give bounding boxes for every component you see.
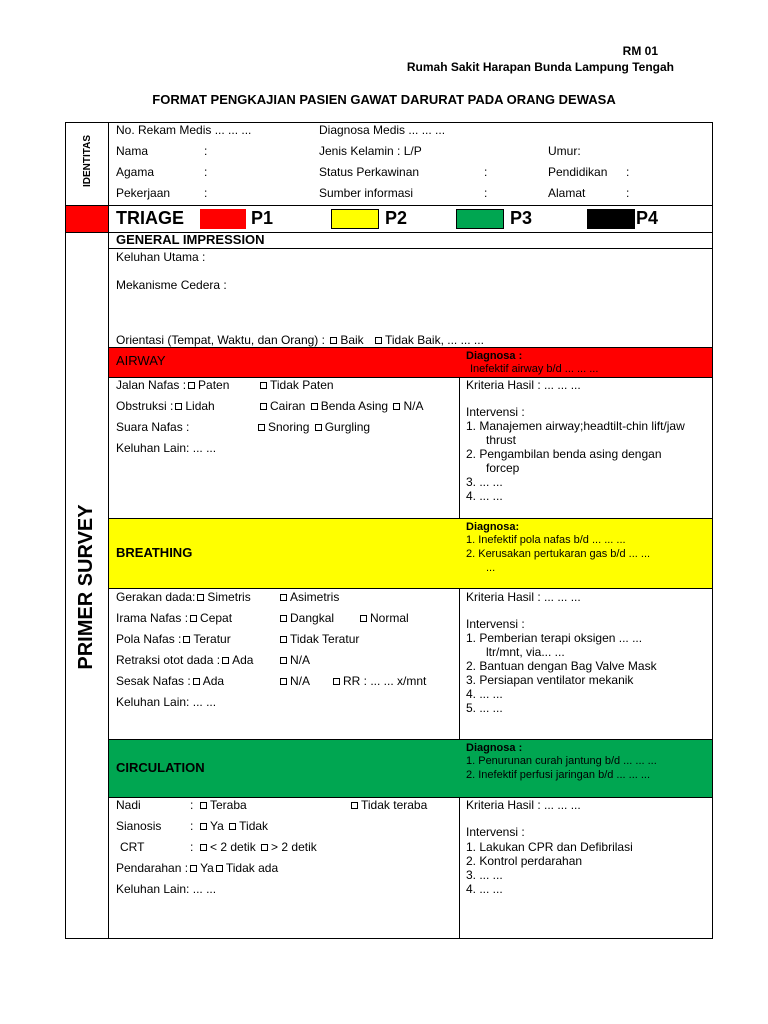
airway-intervensi-title: Intervensi : xyxy=(466,405,525,419)
obstruksi-label: Obstruksi : xyxy=(116,399,174,413)
retraksi-label: Retraksi otot dada : xyxy=(116,653,221,667)
tidak-teratur-label: Tidak Teratur xyxy=(290,632,360,646)
sesak-ada-label: Ada xyxy=(202,674,225,688)
tidak-paten-option xyxy=(258,378,334,392)
primer-survey-label: PRIMER SURVEY xyxy=(75,504,97,670)
sesak-na-checkbox[interactable] xyxy=(280,678,287,685)
dangkal-label: Dangkal xyxy=(290,611,335,625)
airway-diagnosa-1: Inefektif airway b/d ... ... ... xyxy=(470,363,599,375)
snoring-checkbox[interactable] xyxy=(258,424,265,431)
suara-nafas-label: Suara Nafas : xyxy=(116,420,190,434)
circulation-diagnosa-1: 1. Penurunan curah jantung b/d ... ... ... xyxy=(466,755,657,767)
general-impression-title: GENERAL IMPRESSION xyxy=(116,232,265,247)
rm-code: RM 01 xyxy=(622,44,658,58)
pendarahan-ya-label: Ya xyxy=(200,861,214,875)
pendarahan-row xyxy=(116,861,278,875)
crt-colon: : xyxy=(190,840,194,854)
breathing-bottom-line xyxy=(108,588,713,589)
nama-colon: : xyxy=(204,144,208,158)
status-colon: : xyxy=(484,165,488,179)
normal-label: Normal xyxy=(370,611,409,625)
benda-asing-checkbox[interactable] xyxy=(311,403,318,410)
keluhan-utama: Keluhan Utama : xyxy=(116,250,206,264)
triage-p1-label: P1 xyxy=(251,208,274,228)
tidak-ada-checkbox[interactable] xyxy=(216,865,223,872)
circulation-diagnosa-2: 2. Inefektif perfusi jaringan b/d ... ... ... xyxy=(466,769,651,781)
breathing-keluhan-lain: Keluhan Lain: ... ... xyxy=(116,695,217,709)
tidak-baik-checkbox[interactable] xyxy=(375,337,382,344)
tidak-teraba-label: Tidak teraba xyxy=(361,798,428,812)
sianosis-tidak-checkbox[interactable] xyxy=(229,823,236,830)
suara-nafas-options xyxy=(258,420,370,434)
sumber-colon: : xyxy=(484,186,488,200)
circulation-intervensi-3: 3. ... ... xyxy=(466,868,503,882)
diagnosa-medis: Diagnosa Medis ... ... ... xyxy=(319,123,446,137)
lidah-checkbox[interactable] xyxy=(175,403,182,410)
triage-p1-swatch xyxy=(200,209,246,229)
crt-gt2-checkbox[interactable] xyxy=(261,844,268,851)
triage-label: TRIAGE xyxy=(116,208,185,228)
sesak-na-label: N/A xyxy=(290,674,311,688)
sesak-nafas-row xyxy=(116,674,224,688)
breathing-intervensi-5: 5. ... ... xyxy=(466,701,503,715)
paten-label: Paten xyxy=(198,378,230,392)
gurgling-label: Gurgling xyxy=(324,420,371,434)
umur-label: Umur: xyxy=(548,144,581,158)
sumber-informasi: Sumber informasi xyxy=(319,186,414,200)
sianosis-ya-label: Ya xyxy=(210,819,224,833)
sianosis-tidak-label: Tidak xyxy=(239,819,269,833)
irama-nafas-label: Irama Nafas : xyxy=(116,611,189,625)
triage-p2-label: P2 xyxy=(385,208,408,228)
nadi-colon: : xyxy=(190,798,194,812)
asimetris-label: Asimetris xyxy=(290,590,340,604)
breathing-intervensi-3: 3. Persiapan ventilator mekanik xyxy=(466,673,634,687)
circulation-title: CIRCULATION xyxy=(116,760,205,775)
triage-p4-swatch xyxy=(587,209,635,229)
airway-top-line xyxy=(108,347,713,348)
tidak-paten-label: Tidak Paten xyxy=(270,378,334,392)
tidak-teraba-checkbox[interactable] xyxy=(351,802,358,809)
breathing-intervensi-1-cont: ltr/mnt, via... ... xyxy=(486,645,565,659)
obstruksi-row xyxy=(116,399,215,413)
asimetris-checkbox[interactable] xyxy=(280,594,287,601)
airway-intervensi-2: 2. Pengambilan benda asing dengan xyxy=(466,447,662,461)
crt-label: CRT xyxy=(120,840,145,854)
sianosis-colon: : xyxy=(190,819,194,833)
retraksi-ada-checkbox[interactable] xyxy=(222,657,229,664)
pola-nafas-row xyxy=(116,632,231,646)
airway-kriteria-hasil: Kriteria Hasil : ... ... ... xyxy=(466,378,581,392)
breathing-title: BREATHING xyxy=(116,545,193,560)
breathing-diagnosa-2-cont: ... xyxy=(486,562,496,574)
crt-lt2-checkbox[interactable] xyxy=(200,844,207,851)
na-label: N/A xyxy=(403,399,424,413)
pendarahan-label: Pendarahan : xyxy=(116,861,189,875)
retraksi-ada-label: Ada xyxy=(232,653,254,667)
airway-intervensi-1: 1. Manajemen airway;headtilt-chin lift/jaw xyxy=(466,419,685,433)
cepat-label: Cepat xyxy=(200,611,233,625)
jalan-nafas-row xyxy=(116,378,229,392)
diagnosis-column-divider xyxy=(459,347,460,939)
orientasi-label: Orientasi (Tempat, Waktu, dan Orang) : xyxy=(116,333,325,347)
triage-red-strip xyxy=(66,206,108,232)
tidak-paten-checkbox[interactable] xyxy=(260,382,267,389)
tidak-teratur-checkbox[interactable] xyxy=(280,636,287,643)
baik-checkbox[interactable] xyxy=(330,337,337,344)
crt-lt2-label: < 2 detik xyxy=(210,840,256,854)
sianosis-options xyxy=(198,819,268,833)
airway-diagnosa-title: Diagnosa : xyxy=(466,350,523,362)
gerakan-dada-label: Gerakan dada: xyxy=(116,590,196,604)
na-checkbox[interactable] xyxy=(393,403,400,410)
paten-checkbox[interactable] xyxy=(188,382,195,389)
breathing-diagnosa-2: 2. Kerusakan pertukaran gas b/d ... ... xyxy=(466,548,651,560)
normal-checkbox[interactable] xyxy=(360,615,367,622)
breathing-top-line xyxy=(108,518,713,519)
pendarahan-ya-checkbox[interactable] xyxy=(190,865,197,872)
agama-label: Agama xyxy=(116,165,155,179)
airway-intervensi-1-cont: thrust xyxy=(486,433,517,447)
pekerjaan-label: Pekerjaan xyxy=(116,186,171,200)
circulation-diagnosa-title: Diagnosa : xyxy=(466,742,523,754)
pendidikan-label: Pendidikan xyxy=(548,165,608,179)
breathing-kriteria-hasil: Kriteria Hasil : ... ... ... xyxy=(466,590,581,604)
retraksi-na-label: N/A xyxy=(290,653,311,667)
airway-intervensi-3: 3. ... ... xyxy=(466,475,503,489)
triage-p4-label: P4 xyxy=(636,208,659,228)
triage-p3-swatch xyxy=(456,209,504,229)
triage-p3-label: P3 xyxy=(510,208,533,228)
lidah-label: Lidah xyxy=(185,399,215,413)
simetris-label: Simetris xyxy=(207,590,251,604)
pekerjaan-colon: : xyxy=(204,186,208,200)
airway-keluhan-lain: Keluhan Lain: ... ... xyxy=(116,441,217,455)
identitas-bottom-line xyxy=(65,205,713,206)
pendidikan-colon: : xyxy=(626,165,630,179)
circulation-top-line xyxy=(108,739,713,740)
identitas-label: IDENTITAS xyxy=(82,134,93,188)
irama-nafas-row xyxy=(116,611,232,625)
teraba-option xyxy=(198,798,247,812)
breathing-diagnosa-title: Diagnosa: xyxy=(466,521,520,533)
pola-nafas-label: Pola Nafas : xyxy=(116,632,182,646)
airway-intervensi-2-cont: forcep xyxy=(486,461,520,475)
breathing-intervensi-2: 2. Bantuan dengan Bag Valve Mask xyxy=(466,659,657,673)
airway-header-bar xyxy=(109,347,712,377)
breathing-intervensi-title: Intervensi : xyxy=(466,617,525,631)
sesak-ada-checkbox[interactable] xyxy=(193,678,200,685)
rr-option xyxy=(331,674,426,688)
sesak-na-option xyxy=(278,674,310,688)
crt-options xyxy=(198,840,317,854)
teraba-checkbox[interactable] xyxy=(200,802,207,809)
teratur-checkbox[interactable] xyxy=(183,636,190,643)
asimetris-option xyxy=(278,590,339,604)
snoring-label: Snoring xyxy=(268,420,310,434)
sesak-nafas-label: Sesak Nafas : xyxy=(116,674,191,688)
rr-checkbox[interactable] xyxy=(333,678,340,685)
gerakan-dada-row xyxy=(116,590,251,604)
circulation-intervensi-2: 2. Kontrol perdarahan xyxy=(466,854,583,868)
obstruksi-options xyxy=(258,399,423,413)
tidak-baik-label: Tidak Baik, ... ... ... xyxy=(385,333,484,347)
jalan-nafas-label: Jalan Nafas : xyxy=(116,378,187,392)
retraksi-na-checkbox[interactable] xyxy=(280,657,287,664)
teratur-label: Teratur xyxy=(193,632,231,646)
retraksi-na-option xyxy=(278,653,310,667)
teraba-label: Teraba xyxy=(210,798,247,812)
alamat-label: Alamat xyxy=(548,186,586,200)
airway-title: AIRWAY xyxy=(116,353,166,368)
gurgling-checkbox[interactable] xyxy=(315,424,322,431)
benda-asing-label: Benda Asing xyxy=(320,399,389,413)
retraksi-row xyxy=(116,653,253,667)
alamat-colon: : xyxy=(626,186,630,200)
status-perkawinan: Status Perkawinan xyxy=(319,165,420,179)
hospital-name: Rumah Sakit Harapan Bunda Lampung Tengah xyxy=(406,60,674,74)
tidak-teraba-option xyxy=(349,798,427,812)
normal-option xyxy=(358,611,409,625)
nadi-label: Nadi xyxy=(116,798,141,812)
circulation-intervensi-title: Intervensi : xyxy=(466,825,525,839)
airway-intervensi-4: 4. ... ... xyxy=(466,489,503,503)
orientasi-row xyxy=(116,333,484,347)
dangkal-checkbox[interactable] xyxy=(280,615,287,622)
no-rekam-medis: No. Rekam Medis ... ... ... xyxy=(116,123,252,137)
jenis-kelamin: Jenis Kelamin : L/P xyxy=(319,144,422,158)
agama-colon: : xyxy=(204,165,208,179)
sianosis-label: Sianosis xyxy=(116,819,162,833)
breathing-intervensi-4: 4. ... ... xyxy=(466,687,503,701)
circulation-intervensi-4: 4. ... ... xyxy=(466,882,503,896)
document-title: FORMAT PENGKAJIAN PASIEN GAWAT DARURAT PADA ORANG DEWASA xyxy=(152,92,616,107)
circulation-kriteria-hasil: Kriteria Hasil : ... ... ... xyxy=(466,798,581,812)
breathing-diagnosa-1: 1. Inefektif pola nafas b/d ... ... ... xyxy=(466,534,626,546)
simetris-checkbox[interactable] xyxy=(197,594,204,601)
nama-label: Nama xyxy=(116,144,149,158)
circulation-intervensi-1: 1. Lakukan CPR dan Defibrilasi xyxy=(466,840,633,854)
dangkal-option xyxy=(278,611,334,625)
tidak-ada-label: Tidak ada xyxy=(225,861,279,875)
rr-label: RR : ... ... x/mnt xyxy=(343,674,427,688)
breathing-intervensi-1: 1. Pemberian terapi oksigen ... ... xyxy=(466,631,643,645)
mekanisme-cedera: Mekanisme Cedera : xyxy=(116,278,227,292)
cairan-checkbox[interactable] xyxy=(260,403,267,410)
general-title-line xyxy=(108,248,713,249)
crt-gt2-label: > 2 detik xyxy=(271,840,317,854)
cepat-checkbox[interactable] xyxy=(190,615,197,622)
tidak-teratur-option xyxy=(278,632,359,646)
circulation-keluhan-lain: Keluhan Lain: ... ... xyxy=(116,882,217,896)
cairan-label: Cairan xyxy=(270,399,306,413)
triage-p2-swatch xyxy=(331,209,379,229)
sianosis-ya-checkbox[interactable] xyxy=(200,823,207,830)
baik-label: Baik xyxy=(340,333,364,347)
